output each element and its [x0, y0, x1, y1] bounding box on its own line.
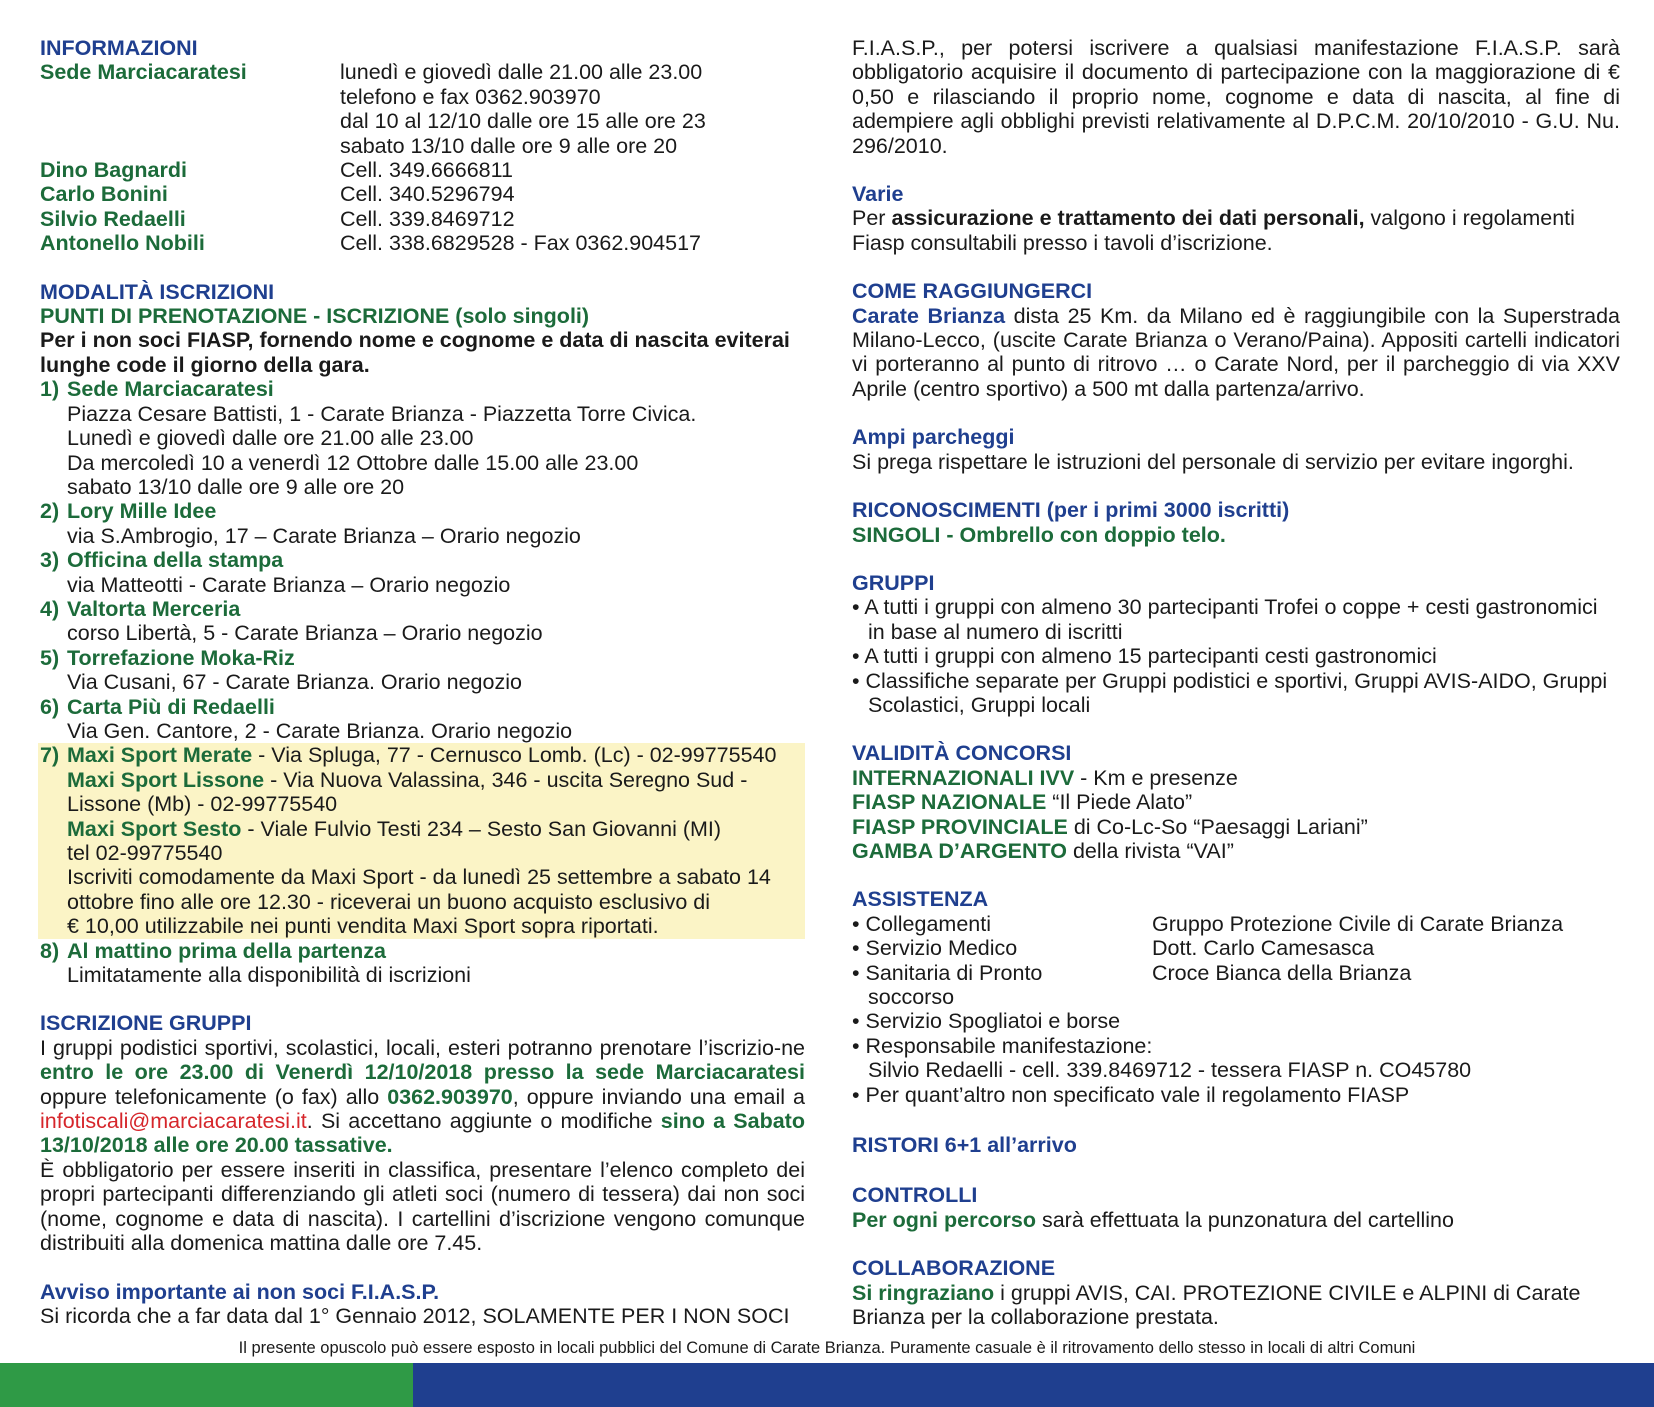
gruppi-heading: GRUPPI	[852, 570, 935, 595]
point-line: via Matteotti - Carate Brianza – Orario negozio	[67, 572, 511, 597]
left-column	[40, 36, 805, 1328]
avviso-section	[40, 1280, 805, 1329]
contact-phone: Cell. 338.6829528 - Fax 0362.904517	[340, 231, 701, 256]
avviso-heading: Avviso importante ai non soci F.I.A.S.P.	[40, 1279, 440, 1304]
modalita-section	[40, 280, 805, 988]
varie-section	[852, 182, 1620, 255]
gruppi-section	[852, 571, 1620, 717]
varie-heading: Varie	[852, 182, 904, 207]
iscrizione-gruppi-heading: ISCRIZIONE GRUPPI	[40, 1011, 252, 1036]
contact-name: Dino Bagnardi	[40, 158, 187, 183]
maxi-sesto-name: Maxi Sport Sesto	[67, 816, 242, 841]
point-number: 8)	[40, 938, 60, 963]
riconoscimenti-singoli: SINGOLI - Ombrello con doppio telo.	[852, 522, 1226, 547]
concorso-name: FIASP PROVINCIALE	[852, 814, 1068, 839]
promo-line: ottobre fino alle ore 12.30 - riceverai un buono acquisto esclusivo di	[67, 889, 710, 914]
point-line: Lunedì e giovedì dalle ore 21.00 alle 23.00	[67, 426, 474, 451]
assistenza-label: • Sanitaria di Pronto soccorso	[852, 960, 1043, 1009]
collaborazione-text	[852, 1281, 1620, 1330]
concorso-detail: - Km e presenze	[1074, 765, 1238, 790]
point-8	[40, 939, 805, 988]
sede-line: dal 10 al 12/10 dalle ore 15 alle ore 23	[340, 109, 706, 134]
point-line: Via Cusani, 67 - Carate Brianza. Orario negozio	[67, 670, 522, 695]
point-4	[40, 597, 805, 646]
come-raggiungerci-text	[852, 304, 1620, 402]
validita-row	[852, 839, 1620, 863]
concorso-detail: di Co-Lc-So “Paesaggi Lariani”	[1067, 814, 1368, 839]
text-run: Per	[852, 206, 892, 231]
text-run: . Si accettano aggiunte o modifiche	[306, 1109, 661, 1134]
modalita-heading: MODALITÀ ISCRIZIONI	[40, 279, 275, 304]
point-line: via S.Ambrogio, 17 – Carate Brianza – Orario negozio	[67, 523, 581, 548]
point-number: 4)	[40, 596, 60, 621]
text-run: i gruppi AVIS, CAI. PROTEZIONE CIVILE e ALPINI di Carate Brianza per la collaborazione prestata.	[852, 1280, 1581, 1330]
point-number: 6)	[40, 694, 60, 719]
validita-heading: VALIDITÀ CONCORSI	[852, 741, 1072, 766]
assistenza-spogliatoi: • Servizio Spogliatoi e borse	[852, 1009, 1121, 1034]
parcheggi-heading: Ampi parcheggi	[852, 425, 1015, 450]
validita-row	[852, 790, 1620, 814]
maxi-sesto-address: - Viale Fulvio Testi 234 – Sesto San Giovanni (MI)	[241, 816, 722, 841]
footer-note: Il presente opuscolo può essere esposto in locali pubblici del Comune di Carate Brianza. Puramente casuale è il ritrovamento dello stesso in locali di altri Comuni	[238, 1339, 1416, 1357]
maxi-sesto-tel: tel 02-99775540	[67, 841, 223, 865]
avviso-text: Si ricorda che a far data dal 1° Gennaio 2012, SOLAMENTE PER I NON SOCI	[40, 1303, 790, 1328]
point-line: Via Gen. Cantore, 2 - Carate Brianza. Orario negozio	[67, 718, 573, 743]
sede-name: Sede Marciacaratesi	[40, 60, 247, 85]
validita-row	[852, 815, 1620, 839]
concorso-name: GAMBA D’ARGENTO	[852, 838, 1067, 863]
ristori-section	[852, 1133, 1620, 1157]
text-run: sarà effettuata la punzonatura del cartellino	[1036, 1207, 1454, 1232]
avviso-continuation	[852, 36, 1620, 158]
point-title: Sede Marciacaratesi	[67, 377, 274, 402]
promo-line: Iscriviti comodamente da Maxi Sport - da lunedì 25 settembre a sabato 14	[67, 865, 771, 890]
sede-line: telefono e fax 0362.903970	[340, 84, 601, 109]
point-1	[40, 377, 805, 499]
gruppi-item: • Classifiche separate per Gruppi podistici e sportivi, Gruppi AVIS-AIDO, Gruppi Scolastici, Gruppi locali	[852, 668, 1608, 717]
assistenza-label: • Collegamenti	[852, 911, 991, 936]
point-number: 7)	[40, 743, 60, 768]
town-name: Carate Brianza	[852, 303, 1006, 328]
point-title: Carta Più di Redaelli	[67, 694, 275, 719]
concorso-detail: della rivista “VAI”	[1067, 838, 1234, 863]
parcheggi-text: Si prega rispettare le istruzioni del personale di servizio per evitare ingorghi.	[852, 449, 1574, 474]
controlli-heading: CONTROLLI	[852, 1183, 978, 1208]
point-3	[40, 548, 805, 597]
green-run: Per ogni percorso	[852, 1207, 1036, 1232]
point-number: 5)	[40, 645, 60, 670]
point-title: Al mattino prima della partenza	[67, 938, 386, 963]
intro-line: Per i non soci FIASP, fornendo nome e cognome e data di nascita eviterai	[40, 328, 790, 353]
collaborazione-section	[852, 1256, 1620, 1329]
contact-name: Carlo Bonini	[40, 182, 168, 207]
text-run: valgono i regolamenti Fiasp consultabili presso i tavoli d’iscrizione.	[852, 206, 1575, 255]
point-line: sabato 13/10 dalle ore 9 alle ore 20	[67, 474, 405, 499]
assistenza-section	[852, 887, 1620, 1107]
varie-text	[852, 206, 1620, 255]
controlli-text	[852, 1208, 1620, 1232]
assistenza-responsabile-detail: Silvio Redaelli - cell. 339.8469712 - tessera FIASP n. CO45780	[868, 1058, 1472, 1083]
green-run: Si ringraziano	[852, 1280, 995, 1305]
phone-number: 0362.903970	[387, 1084, 513, 1109]
gruppi-item: • A tutti i gruppi con almeno 30 partecipanti Trofei o coppe + cesti gastronomici in base al numero di iscritti	[852, 595, 1598, 644]
concorso-name: INTERNAZIONALI IVV	[852, 765, 1075, 790]
text-run: oppure telefonicamente (o fax) allo	[40, 1084, 388, 1109]
contact-phone: Cell. 340.5296794	[340, 182, 515, 207]
bold-run: assicurazione e trattamento dei dati personali,	[891, 206, 1365, 231]
maxi-merate-address: - Via Spluga, 77 - Cernusco Lomb. (Lc) - 02-99775540	[252, 743, 777, 768]
classifica-paragraph: È obbligatorio per essere inseriti in classifica, presentare l’elenco completo dei propri partecipanti differenziando gli atleti soci (numero di tessera) dai non soci (nome, cognome e data di nascita). I cartellini d’iscrizione vengono comunque distribuiti alla domenica mattina dalle ore 7.45.	[40, 1157, 805, 1256]
concorso-name: FIASP NAZIONALE	[852, 790, 1047, 815]
point-line: Piazza Cesare Battisti, 1 - Carate Brianza - Piazzetta Torre Civica.	[67, 401, 697, 426]
contact-name: Antonello Nobili	[40, 231, 205, 256]
text-run: dista 25 Km. da Milano ed è raggiungibile con la Superstrada Milano-Lecco, (uscite Carate Brianza o Verano/Paina). Appositi cartelli indicatori vi porteranno al punto di ritrovo … o Carate Nord, per il parcheggio di via XXV Aprile (centro sportivo) a 500 mt dalla partenza/arrivo.	[852, 303, 1620, 401]
informazioni-section	[40, 36, 805, 256]
point-6	[40, 695, 805, 744]
point-7-highlight	[38, 743, 805, 938]
assistenza-altro: • Per quant’altro non specificato vale il regolamento FIASP	[852, 1082, 1410, 1107]
point-title: Valtorta Merceria	[67, 596, 241, 621]
point-line: Limitatamente alla disponibilità di iscrizioni	[67, 963, 471, 988]
contact-name: Silvio Redaelli	[40, 206, 186, 231]
informazioni-heading: INFORMAZIONI	[40, 36, 198, 60]
maxi-merate-name: Maxi Sport Merate	[67, 743, 253, 768]
iscrizione-gruppi-section	[40, 1011, 805, 1255]
assistenza-heading: ASSISTENZA	[852, 887, 989, 912]
avviso-continued-text: F.I.A.S.P., per potersi iscrivere a qualsiasi manifestazione F.I.A.S.P. sarà obbligatorio acquisire il documento di partecipazione con la maggiorazione di € 0,50 e rilasciando il proprio nome, cognome e data di nascita, al fine di adempiere agli obblighi previsti relativamente al D.P.C.M. 20/10/2010 - G.U. Nu. 296/2010.	[852, 36, 1620, 158]
maxi-lissone-address: - Via Nuova Valassina, 346 - uscita Seregno Sud -	[264, 767, 748, 792]
riconoscimenti-heading: RICONOSCIMENTI (per i primi 3000 iscritti)	[852, 498, 1290, 523]
point-line: corso Libertà, 5 - Carate Brianza – Orario negozio	[67, 621, 543, 646]
point-title: Lory Mille Idee	[67, 499, 217, 524]
assistenza-grid	[852, 912, 1620, 1010]
come-raggiungerci-section	[852, 279, 1620, 401]
maxi-lissone-name: Maxi Sport Lissone	[67, 767, 265, 792]
point-number: 1)	[40, 377, 60, 402]
assistenza-value: Dott. Carlo Camesasca	[1152, 936, 1375, 961]
point-5	[40, 646, 805, 695]
point-number: 2)	[40, 499, 60, 524]
sede-block	[40, 60, 805, 255]
assistenza-responsabile: • Responsabile manifestazione:	[852, 1033, 1153, 1058]
point-2	[40, 499, 805, 548]
ristori-heading: RISTORI 6+1 all’arrivo	[852, 1133, 1077, 1158]
point-title: Officina della stampa	[67, 548, 284, 573]
sede-line: sabato 13/10 dalle ore 9 alle ore 20	[340, 133, 678, 158]
deadline-text: entro le ore 23.00 di Venerdì 12/10/2018 presso la sede Marciacaratesi	[40, 1060, 805, 1085]
point-number: 3)	[40, 548, 60, 573]
sede-hours	[340, 60, 805, 158]
gruppi-item: • A tutti i gruppi con almeno 15 partecipanti cesti gastronomici	[852, 644, 1437, 669]
contact-phone: Cell. 349.6666811	[340, 158, 513, 183]
iscrizione-gruppi-text	[40, 1036, 805, 1158]
text-run: I gruppi podistici sportivi, scolastici, locali, esteri potranno prenotare l’iscrizio-ne	[40, 1035, 805, 1060]
validita-row	[852, 766, 1620, 790]
assistenza-value: Croce Bianca della Brianza	[1152, 960, 1412, 985]
promo-line: € 10,00 utilizzabile nei punti vendita Maxi Sport sopra riportati.	[67, 914, 659, 939]
maxi-lissone-address-2: Lissone (Mb) - 02-99775540	[67, 792, 338, 817]
riconoscimenti-section	[852, 498, 1620, 547]
modify-deadline-text: sino a Sabato 13/10/2018 alle ore 20.00 tassative.	[40, 1109, 805, 1158]
contact-phone: Cell. 339.8469712	[340, 206, 515, 231]
text-run: , oppure inviando una email a	[512, 1084, 805, 1109]
sede-line: lunedì e giovedì dalle 21.00 alle 23.00	[340, 60, 703, 85]
come-raggiungerci-heading: COME RAGGIUNGERCI	[852, 279, 1093, 304]
collaborazione-heading: COLLABORAZIONE	[852, 1256, 1056, 1281]
point-line: Da mercoledì 10 a venerdì 12 Ottobre dalle 15.00 alle 23.00	[67, 450, 639, 475]
right-column	[852, 36, 1620, 1329]
footer-band-blue	[413, 1363, 1654, 1407]
intro-line: lunghe code il giorno della gara.	[40, 352, 370, 377]
parcheggi-section	[852, 425, 1620, 474]
point-title: Torrefazione Moka-Riz	[67, 645, 295, 670]
assistenza-label: • Servizio Medico	[852, 936, 1018, 961]
validita-section	[852, 741, 1620, 863]
controlli-section	[852, 1183, 1620, 1232]
assistenza-value: Gruppo Protezione Civile di Carate Brianza	[1152, 911, 1564, 936]
email-link[interactable]: infotiscali@marciacaratesi.it	[40, 1109, 307, 1134]
concorso-detail: “Il Piede Alato”	[1046, 790, 1193, 815]
punti-prenotazione-heading: PUNTI DI PRENOTAZIONE - ISCRIZIONE (solo singoli)	[40, 304, 590, 329]
footer-band-green	[0, 1363, 413, 1407]
